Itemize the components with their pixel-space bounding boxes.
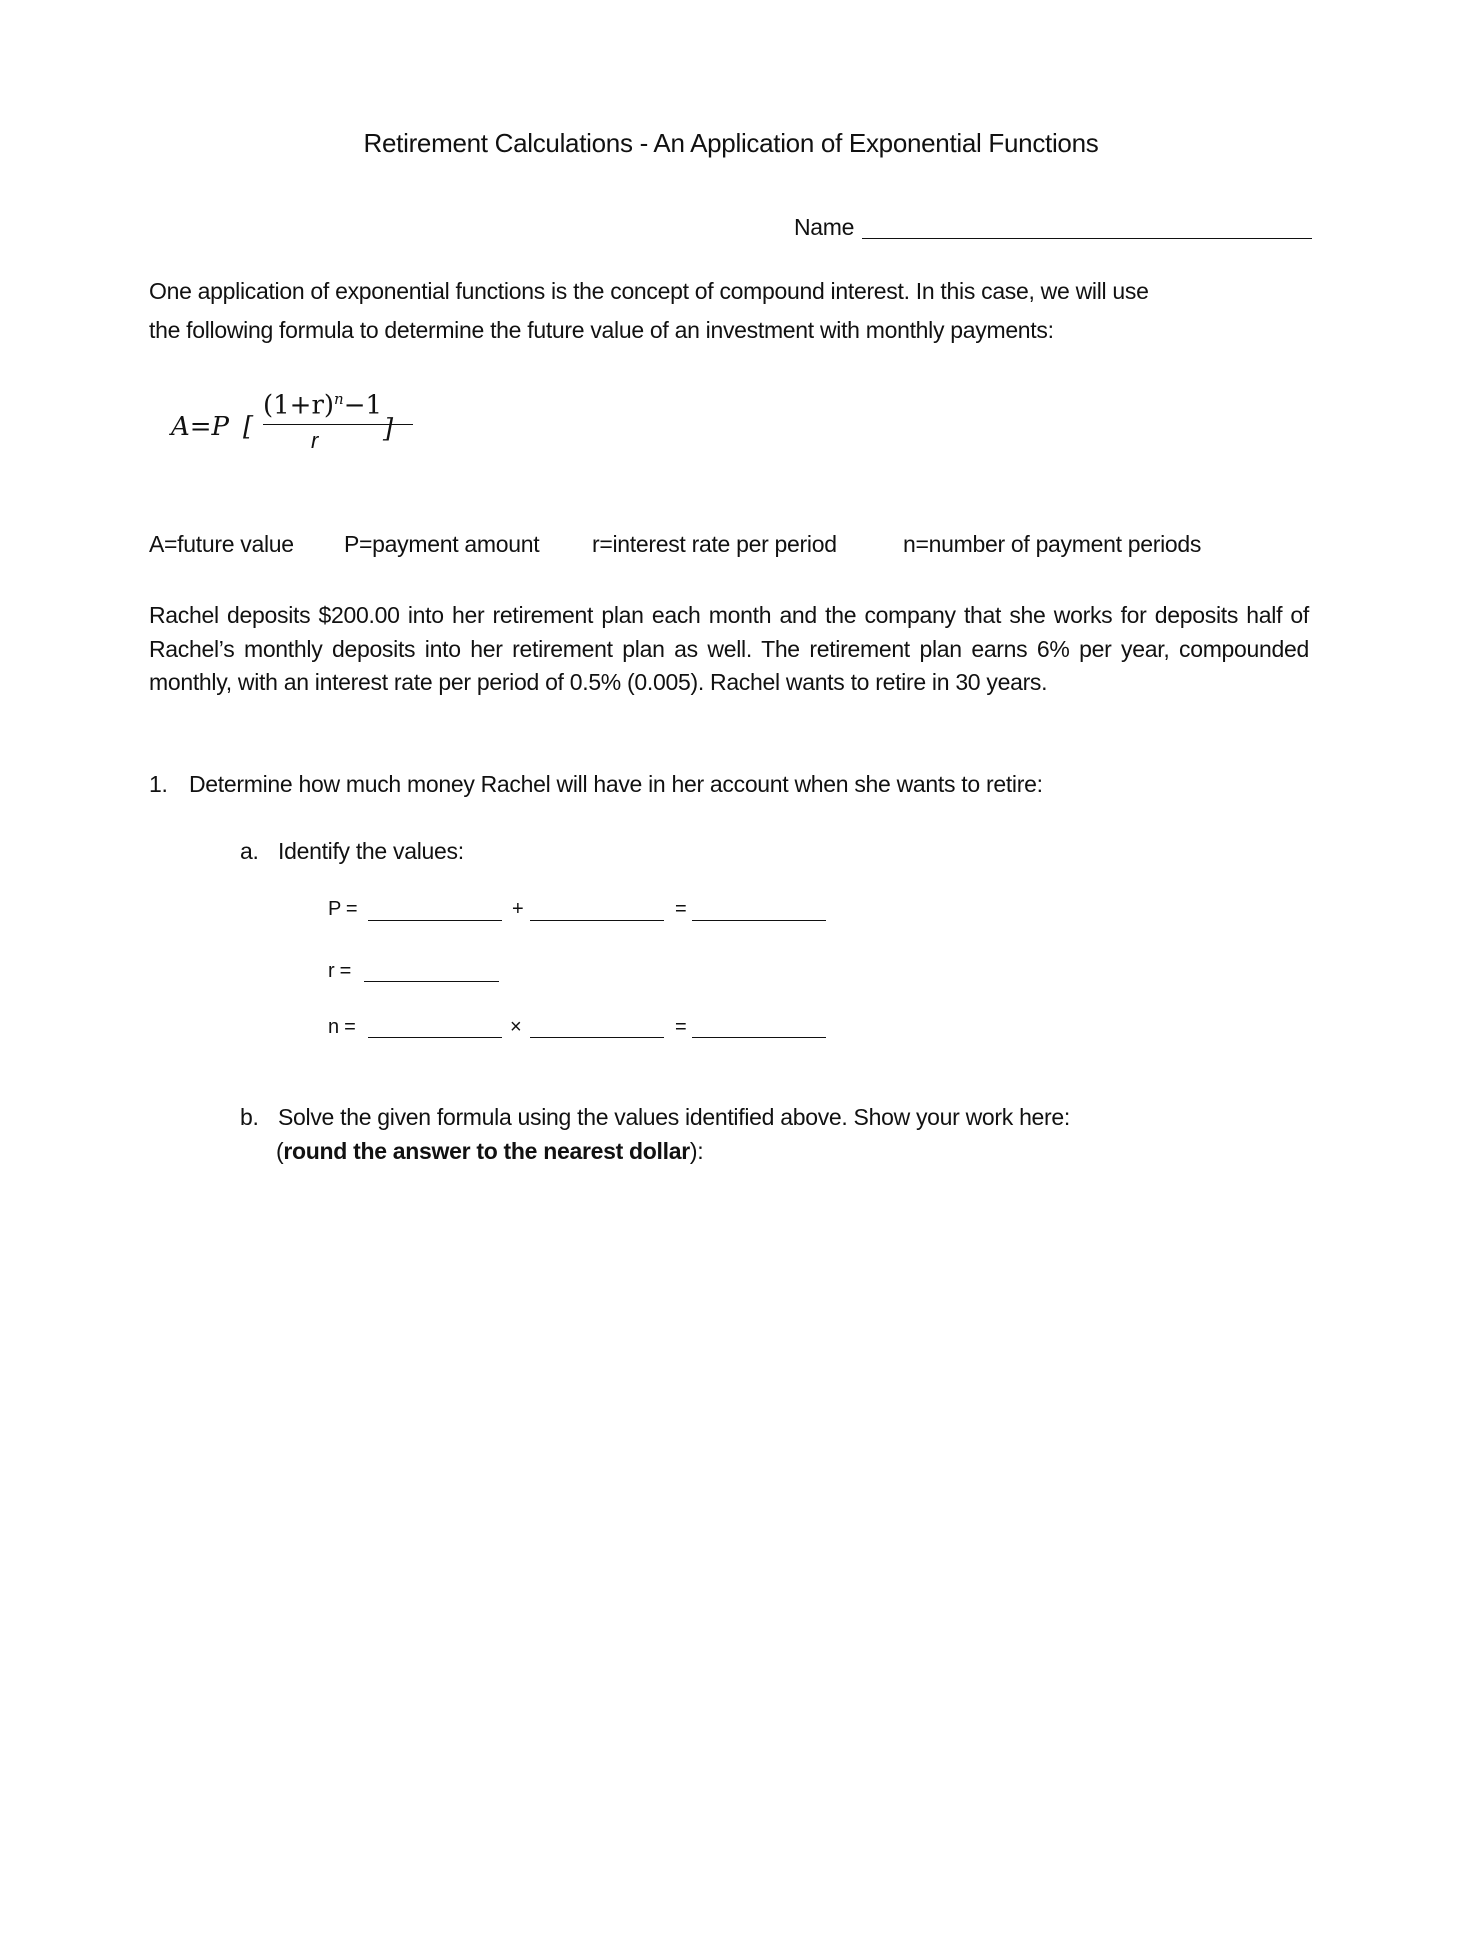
part-b-text: Solve the given formula using the values identified above. Show your work here: [278,1104,1070,1130]
definition-a: A=future value [149,531,294,557]
plus-sign: + [512,898,524,920]
n-label: n = [328,1016,356,1038]
formula-right-bracket: ] [383,414,394,444]
part-b-letter: b. [240,1104,259,1130]
definition-p: P=payment amount [344,531,540,557]
part-b-instruction [276,1136,703,1166]
n-equals-sign: = [675,1016,687,1038]
problem-statement: Rachel deposits $200.00 into her retirement plan each month and the company that she works for deposits half of Rachel’s monthly deposits into her retirement plan as well. The retirement plan earns 6% per year, compounded monthly, with an interest rate per period of 0.5% (0.005). Rachel wants to retire in 30 years. [149,602,1309,695]
work-area[interactable] [149,1190,1309,1890]
formula-left-bracket: [ [243,412,254,442]
r-label: r = [328,960,351,982]
question-1-number: 1. [149,771,168,797]
definition-n: n=number of payment periods [903,531,1202,557]
p-blank-2[interactable] [530,920,664,921]
formula-numerator-base: (1+r) [263,390,335,421]
formula-exponent: n [334,390,344,408]
r-blank[interactable] [364,981,499,982]
p-blank-1[interactable] [368,920,502,921]
name-blank[interactable] [862,238,1312,239]
intro-line-1: One application of exponential functions is the concept of compound interest. In this case, we will use [149,278,1149,304]
definition-r: r=interest rate per period [592,531,837,557]
name-label: Name [794,214,855,240]
times-sign: × [510,1016,522,1038]
p-label: P = [328,898,358,920]
part-a-letter: a. [240,838,259,864]
intro-line-2: the following formula to determine the future value of an investment with monthly payments: [149,317,1054,343]
formula-lhs: A=P [171,412,230,442]
paren-open: ( [276,1138,284,1164]
paren-close: ): [689,1138,704,1164]
n-blank-result[interactable] [692,1037,826,1038]
formula-denominator: r [311,428,319,453]
formula-numerator [263,390,382,421]
page-title: Retirement Calculations - An Application of Exponential Functions [363,128,1099,158]
p-blank-result[interactable] [692,920,826,921]
rounding-instruction: round the answer to the nearest dollar [283,1138,690,1164]
formula-numerator-tail: −1 [343,390,383,421]
n-blank-2[interactable] [530,1037,664,1038]
part-a-text: Identify the values: [278,838,464,864]
p-equals-sign: = [675,898,687,920]
n-blank-1[interactable] [368,1037,502,1038]
question-1-text: Determine how much money Rachel will have in her account when she wants to retire: [189,771,1043,797]
